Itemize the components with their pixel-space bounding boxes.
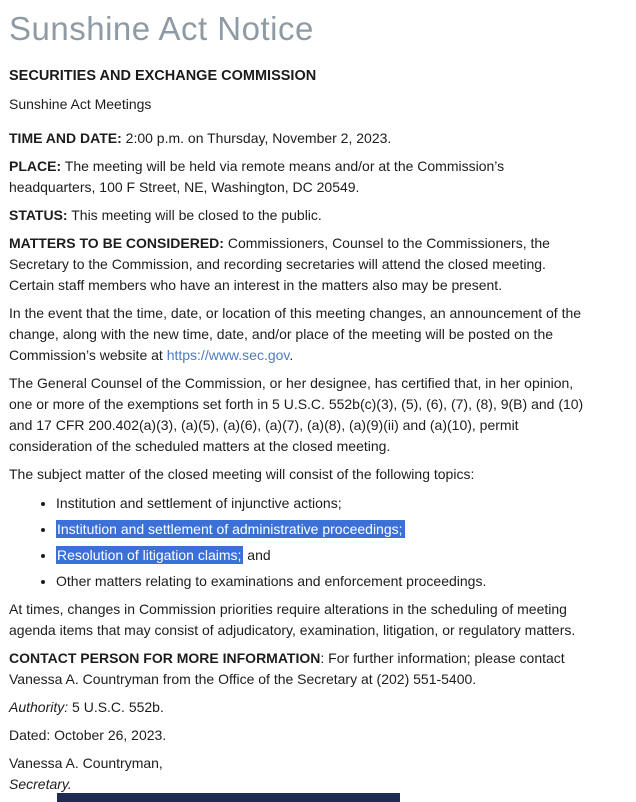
place-label: PLACE: <box>9 158 62 174</box>
selected-topic-text: Resolution of litigation claims; <box>57 547 242 563</box>
matters-label: MATTERS TO BE CONSIDERED: <box>9 235 224 251</box>
authority-text: 5 U.S.C. 552b. <box>68 699 164 715</box>
matters-text: Commissioners, Counsel to the Commissioners, the Secretary to the Commission, and recording secretaries will attend the closed meeting. Certain staff members who have an interest in the matters also may be present. <box>9 235 550 293</box>
sec-gov-link[interactable]: https://www.sec.gov <box>166 347 290 363</box>
meetings-subtitle: Sunshine Act Meetings <box>9 96 152 112</box>
topic-item <box>56 545 591 566</box>
contact-label: CONTACT PERSON FOR MORE INFORMATION <box>9 650 321 666</box>
change-notice-text: In the event that the time, date, or location of this meeting changes, an announcement of the change, along with the new time, date, and/or place of the meeting will be posted on the Commission’s website at <box>9 305 582 363</box>
contact-paragraph <box>9 648 591 690</box>
footer-band <box>57 793 400 802</box>
matters-paragraph <box>9 233 591 296</box>
topic-text: Other matters relating to examinations and enforcement proceedings. <box>56 573 487 589</box>
topic-suffix: and <box>243 547 271 563</box>
page-title: Sunshine Act Notice <box>9 10 314 47</box>
dated-paragraph: Dated: October 26, 2023. <box>9 727 167 743</box>
subject-intro-paragraph: The subject matter of the closed meeting will consist of the following topics: <box>9 466 475 482</box>
topic-list <box>9 493 591 592</box>
signature-name: Vanessa A. Countryman, <box>9 755 163 771</box>
signature-block <box>9 753 591 795</box>
contact-text: : For further information; please contact Vanessa A. Countryman from the Office of the Secretary at (202) 551-5400. <box>9 650 565 687</box>
change-notice-paragraph <box>9 303 591 366</box>
authority-paragraph <box>9 697 591 718</box>
signature-title: Secretary. <box>9 776 72 792</box>
topic-item <box>56 519 591 540</box>
authority-label: Authority: <box>9 699 69 715</box>
agency-heading: SECURITIES AND EXCHANGE COMMISSION <box>9 68 317 84</box>
status-paragraph <box>9 205 591 226</box>
topic-item <box>56 571 591 592</box>
certification-paragraph: The General Counsel of the Commission, or her designee, has certified that, in her opinion, one or more of the exemptions set forth in 5 U.S.C. 552b(c)(3), (5), (6), (7), (8), 9(B) and (10) and 17 CFR 200.402(a)(3), (a)(5), (a)(6), (a)(7), (a)(8), (a)(9)(ii) and (a)(10), permit consideration of the scheduled matters at the closed meeting. <box>9 375 584 454</box>
topic-item <box>56 493 591 514</box>
place-text: The meeting will be held via remote means and/or at the Commission’s headquarters, 100 F Street, NE, Washington, DC 20549. <box>9 158 505 195</box>
time-and-date-paragraph <box>9 128 591 149</box>
time-and-date-label: TIME AND DATE: <box>9 130 122 146</box>
status-label: STATUS: <box>9 207 68 223</box>
change-notice-period: . <box>289 347 294 363</box>
selected-topic-text: Institution and settlement of administrative proceedings; <box>57 521 403 537</box>
place-paragraph <box>9 156 591 198</box>
scheduling-note-paragraph: At times, changes in Commission priorities require alterations in the scheduling of meeting agenda items that may consist of adjudicatory, examination, litigation, or regulatory matters. <box>9 601 576 638</box>
status-text: This meeting will be closed to the public. <box>67 207 322 223</box>
time-and-date-text: 2:00 p.m. on Thursday, November 2, 2023. <box>121 130 392 146</box>
topic-text: Institution and settlement of injunctive actions; <box>56 495 342 511</box>
